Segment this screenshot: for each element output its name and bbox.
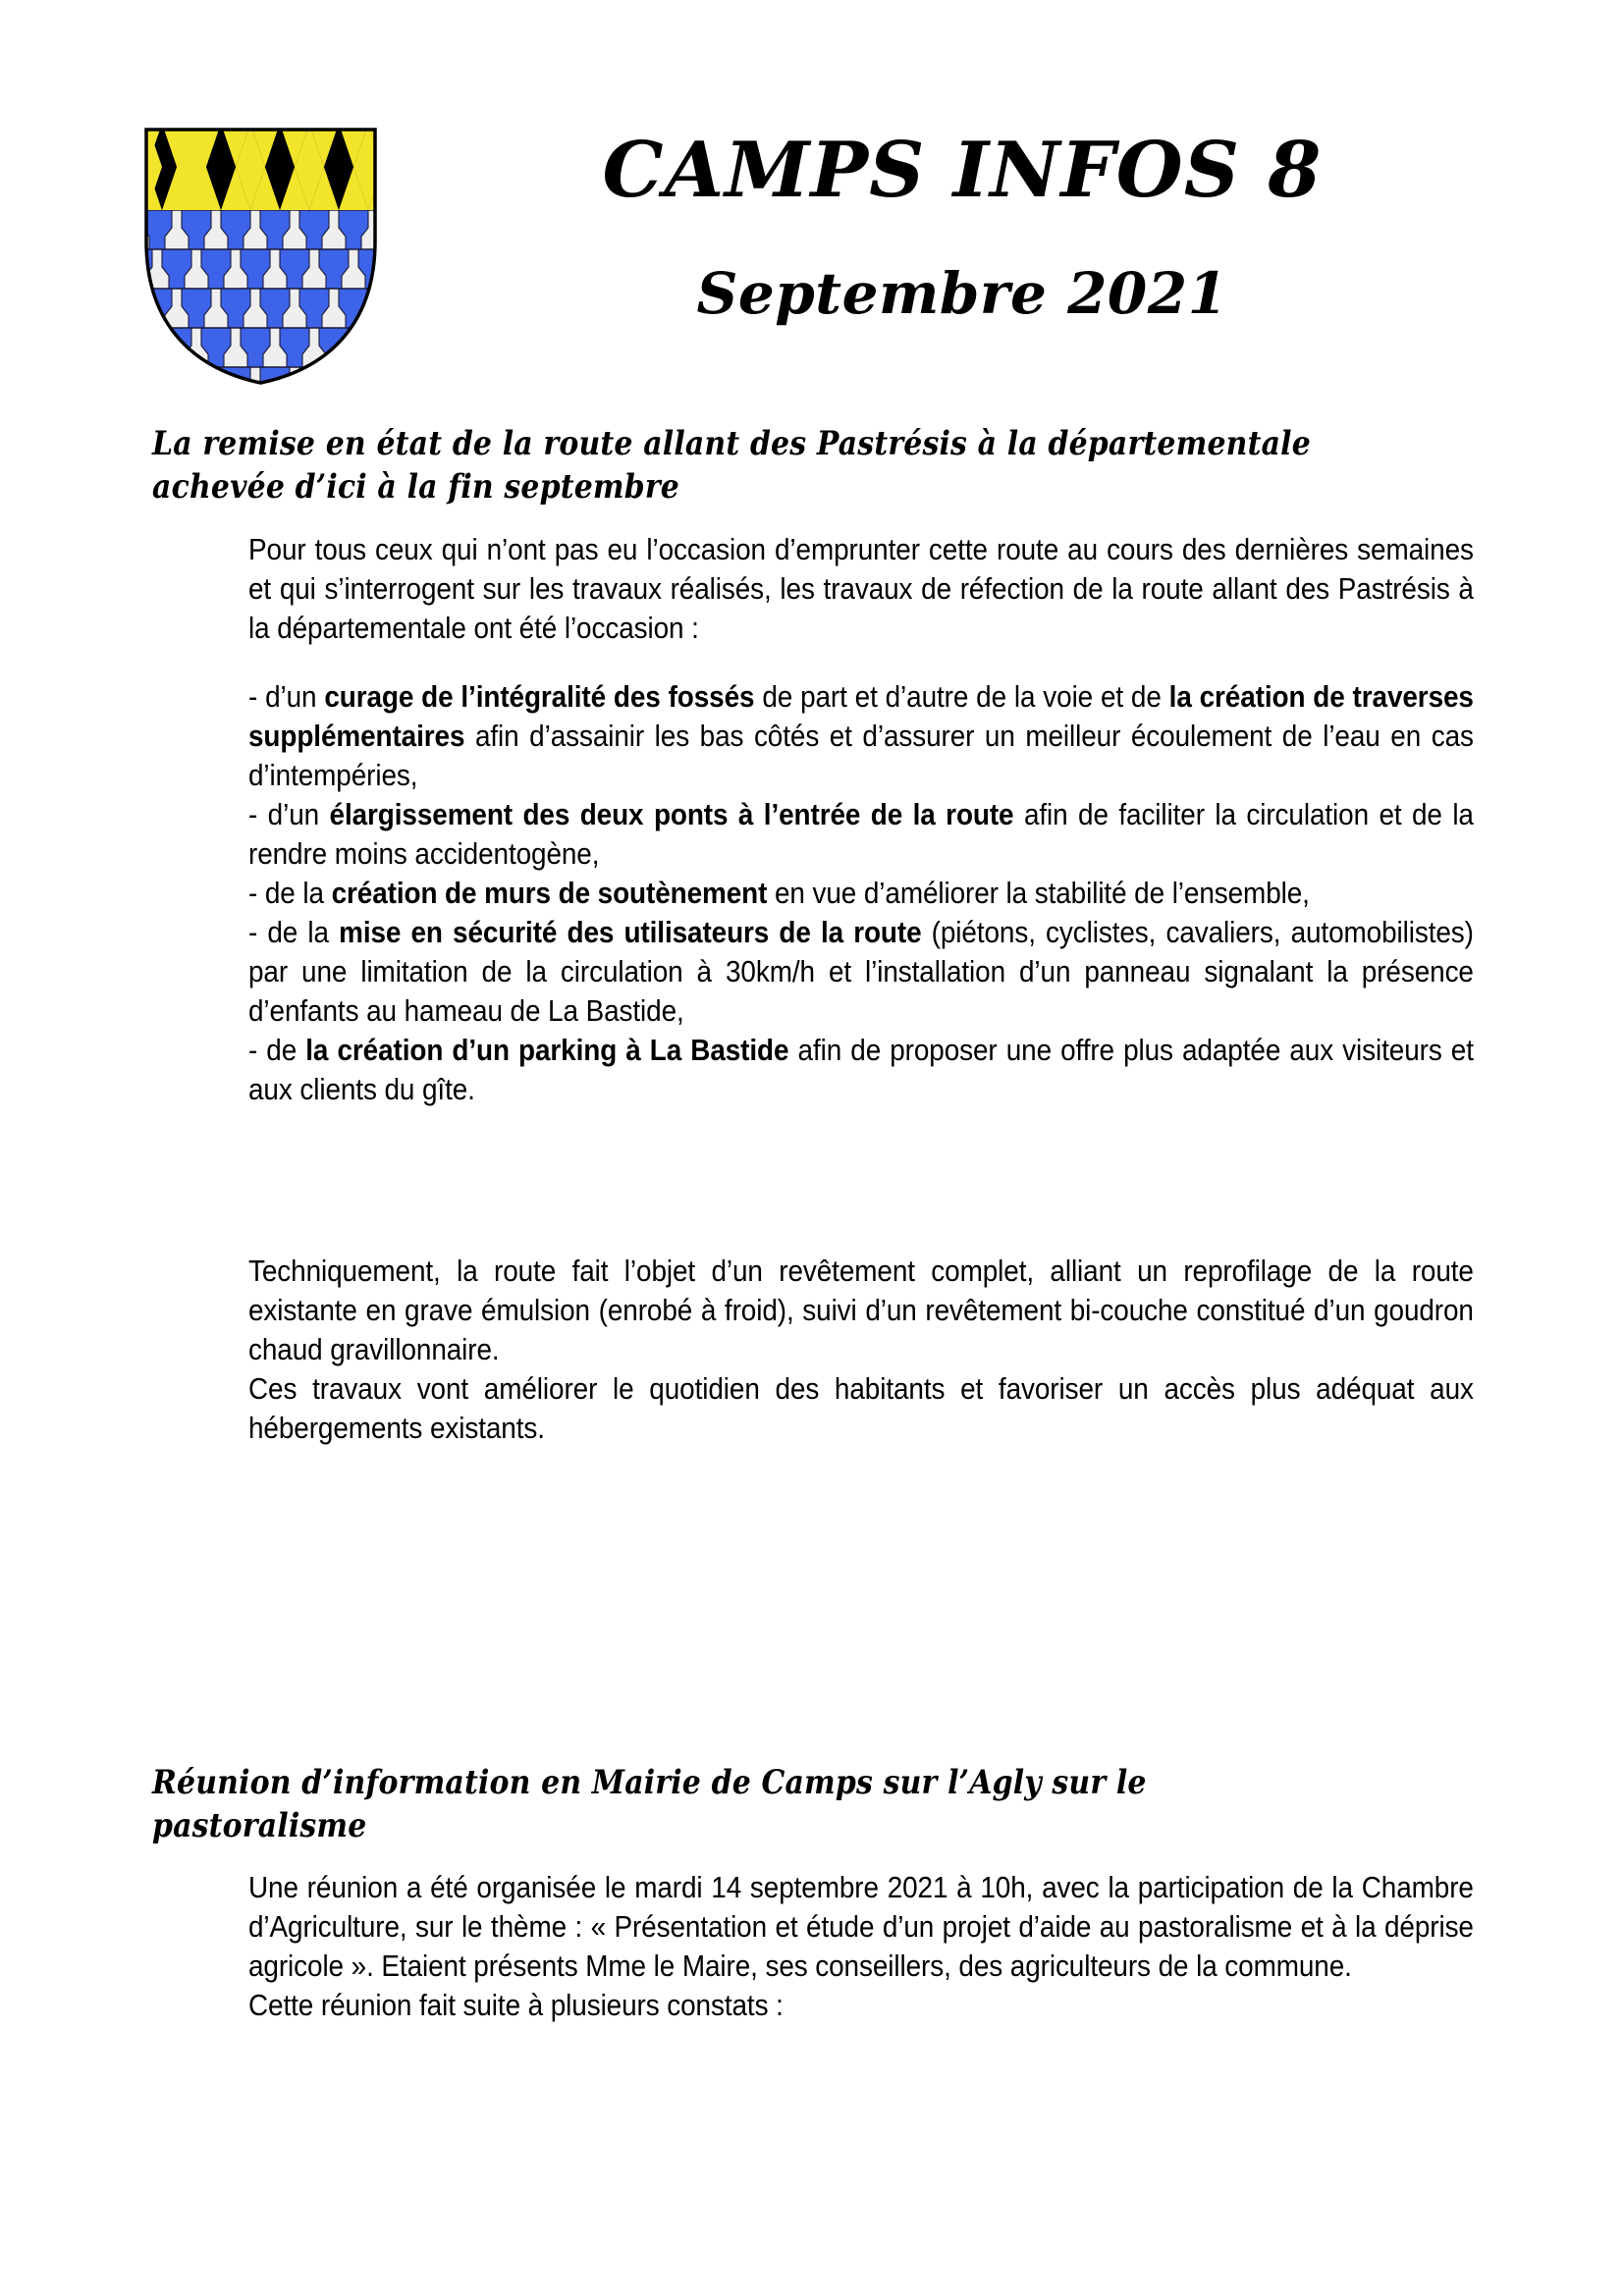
list-item-securite: - de la mise en sécurité des utilisateurs de la route (piétons, cyclistes, cavaliers, automobilistes) par une limitation de la circulation à 30km/h et l’installation d’un panneau signalant la présence d’enfants au hameau de La Bastide, (248, 915, 1474, 1028)
crest-shield-icon (140, 124, 381, 389)
paragraph-intro: Pour tous ceux qui n’ont pas eu l’occasion d’emprunter cette route au cours des dernières semaines et qui s’interrogent sur les travaux réalisés, les travaux de réfection de la route allant des Pastrésis à la départementale ont été l’occasion : (248, 532, 1474, 645)
document-title: CAMPS INFOS 8 (602, 126, 1323, 215)
section-heading-route (152, 422, 1315, 508)
section-heading-2-line-1: Réunion d’information en Mairie de Camps sur l’Agly sur le (152, 1763, 1147, 1802)
section-route-list-block (248, 677, 1474, 1109)
section-heading-pastoralisme (152, 1761, 1315, 1847)
section-heading-line-1: La remise en état de la route allant des Pastrésis à la départementale (152, 424, 1311, 463)
paragraph-reunion-constats: Cette réunion fait suite à plusieurs constats : (248, 1988, 784, 2022)
title-block (422, 126, 1502, 328)
list-item-murs: - de la création de murs de soutènement en vue d’améliorer la stabilité de l’ensemble, (248, 876, 1310, 910)
paragraph-reunion-detail: Une réunion a été organisée le mardi 14 septembre 2021 à 10h, avec la participation de la Chambre d’Agriculture, sur le thème : « Présentation et étude d’un projet d’aide au pastoralisme et à la déprise agricole ». Etaient présents Mme le Maire, ses conseillers, des agriculteurs de la commune. (248, 1870, 1474, 1983)
section-route-closing-block (248, 1252, 1474, 1448)
section-reunion-block (248, 1868, 1474, 2025)
section-route-intro-block (248, 530, 1474, 648)
document-subtitle: Septembre 2021 (696, 260, 1228, 328)
paragraph-benefices: Ces travaux vont améliorer le quotidien des habitants et favoriser un accès plus adéquat aux hébergements existants. (248, 1371, 1474, 1445)
list-item-parking: - de la création d’un parking à La Bastide afin de proposer une offre plus adaptée aux visiteurs et aux clients du gîte. (248, 1033, 1474, 1106)
section-heading-line-2: achevée d’ici à la fin septembre (152, 467, 680, 507)
coat-of-arms-crest (140, 124, 381, 389)
list-item-ponts: - d’un élargissement des deux ponts à l’entrée de la route afin de faciliter la circulation et de la rendre moins accidentogène, (248, 797, 1474, 871)
list-item-curage: - d’un curage de l’intégralité des fossés de part et d’autre de la voie et de la création de traverses supplémentaires afin d’assainir les bas côtés et d’assurer un meilleur écoulement de l’eau en cas d’intempéries, (248, 679, 1474, 792)
paragraph-technique: Techniquement, la route fait l’objet d’un revêtement complet, alliant un reprofilage de la route existante en grave émulsion (enrobé à froid), suivi d’un revêtement bi-couche constitué d’un goudron chaud gravillonnaire. (248, 1254, 1474, 1366)
section-heading-2-line-2: pastoralisme (152, 1806, 367, 1846)
document-header (0, 94, 1624, 418)
